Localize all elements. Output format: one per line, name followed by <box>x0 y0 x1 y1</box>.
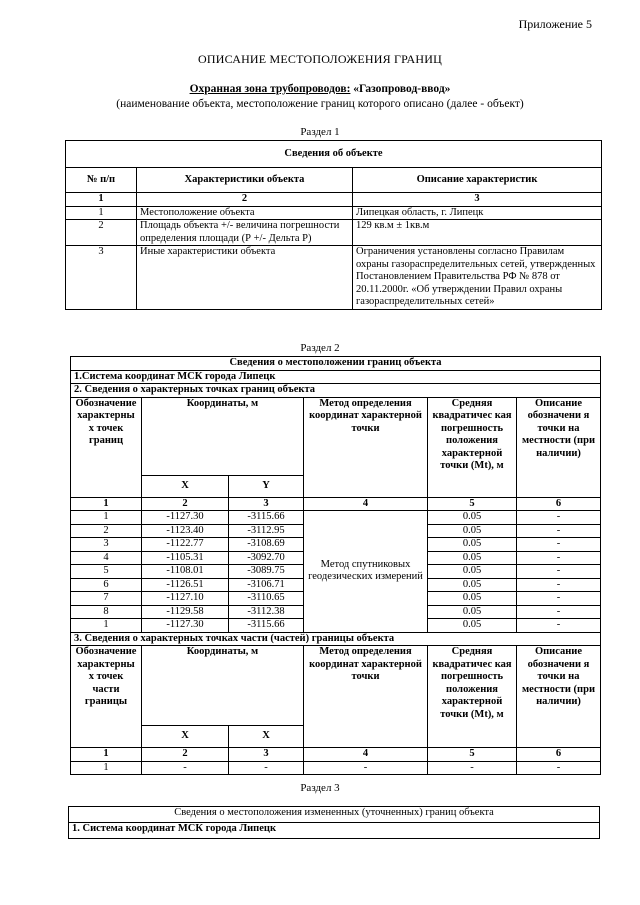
point-number: 4 <box>71 551 142 565</box>
parts-header: 3. Сведения о характерных точках части (частей) границы объекта <box>71 632 601 646</box>
point-x: -1127.30 <box>142 511 229 525</box>
point-y: -3089.75 <box>229 565 304 579</box>
point-number: 3 <box>71 538 142 552</box>
section2-label: Раздел 2 <box>300 342 340 354</box>
point-y: -3112.38 <box>229 605 304 619</box>
col-num-2: 2 <box>142 748 229 762</box>
point-error: 0.05 <box>428 524 517 538</box>
part-description: - <box>517 761 601 775</box>
col-x-second: X <box>229 726 304 748</box>
point-y: -3115.66 <box>229 619 304 633</box>
section3-table <box>68 806 600 839</box>
col-characteristics: Характеристики объекта <box>137 168 353 193</box>
point-x: -1105.31 <box>142 551 229 565</box>
section3-label: Раздел 3 <box>300 782 340 794</box>
document-title: ОПИСАНИЕ МЕСТОПОЛОЖЕНИЯ ГРАНИЦ <box>198 52 442 66</box>
point-description: - <box>517 511 601 525</box>
col-error: Средняя квадратичес кая погрешность положения характерной точки (Mt), м <box>428 646 517 748</box>
col-num-2: 2 <box>137 193 353 207</box>
row-value: Ограничения установлены согласно Правилам охраны газораспределительных сетей, утвержденных Постановлением Правительства РФ № 878 от 20.11.2000г. «Об утверждении Правил охраны газораспределительных сетей» <box>353 246 602 310</box>
point-description: - <box>517 605 601 619</box>
col-method: Метод определения координат характерной точки <box>304 397 428 497</box>
point-number: 7 <box>71 592 142 606</box>
section3-header: Сведения о местоположения измененных (уточненных) границ объекта <box>69 807 600 823</box>
col-y: Y <box>229 475 304 497</box>
col-num-2: 2 <box>142 497 229 511</box>
point-number: 1 <box>71 619 142 633</box>
section2-header: Сведения о местоположении границ объекта <box>71 357 601 371</box>
col-num-3: 3 <box>229 497 304 511</box>
table-row <box>66 206 602 220</box>
col-description: Описание характеристик <box>353 168 602 193</box>
object-name-value: «Газопровод-ввод» <box>350 83 451 95</box>
section2-table <box>70 356 601 775</box>
point-error: 0.05 <box>428 619 517 633</box>
col-num-5: 5 <box>428 497 517 511</box>
row-number: 2 <box>66 220 137 246</box>
point-x: -1123.40 <box>142 524 229 538</box>
point-number: 6 <box>71 578 142 592</box>
point-x: -1127.30 <box>142 619 229 633</box>
row-value: 129 кв.м ± 1кв.м <box>353 220 602 246</box>
point-description: - <box>517 538 601 552</box>
col-num-1: 1 <box>71 748 142 762</box>
col-point-description: Описание обозначени я точки на местности (при наличии) <box>517 397 601 497</box>
section1-table <box>65 140 602 310</box>
point-y: -3092.70 <box>229 551 304 565</box>
point-error: 0.05 <box>428 565 517 579</box>
table-row <box>71 761 601 775</box>
col-point: Обозначение характерны х точек границ <box>71 397 142 497</box>
col-num-3: 3 <box>353 193 602 207</box>
point-error: 0.05 <box>428 592 517 606</box>
col-point: Обозначение характерны х точек части границы <box>71 646 142 748</box>
col-point-description: Описание обозначени я точки на местности (при наличии) <box>517 646 601 748</box>
point-x: -1127.10 <box>142 592 229 606</box>
col-num-4: 4 <box>304 497 428 511</box>
col-num-1: 1 <box>71 497 142 511</box>
table-row <box>66 220 602 246</box>
section1-label: Раздел 1 <box>300 126 340 138</box>
col-x: X <box>142 475 229 497</box>
point-x: -1126.51 <box>142 578 229 592</box>
point-x: -1129.58 <box>142 605 229 619</box>
point-y: -3108.69 <box>229 538 304 552</box>
point-description: - <box>517 619 601 633</box>
object-name <box>0 83 640 95</box>
col-error: Средняя квадратичес кая погрешность положения характерной точки (Mt), м <box>428 397 517 497</box>
row-name: Площадь объекта +/- величина погрешности определения площади (Р +/- Дельта Р) <box>137 220 353 246</box>
row-name: Местоположение объекта <box>137 206 353 220</box>
point-description: - <box>517 565 601 579</box>
row-name: Иные характеристики объекта <box>137 246 353 310</box>
col-x: X <box>142 726 229 748</box>
point-error: 0.05 <box>428 511 517 525</box>
coordinate-system: 1.Система координат МСК города Липецк <box>71 370 601 384</box>
point-y: -3112.95 <box>229 524 304 538</box>
part-error: - <box>428 761 517 775</box>
point-number: 8 <box>71 605 142 619</box>
part-x: - <box>142 761 229 775</box>
point-description: - <box>517 592 601 606</box>
point-y: -3106.71 <box>229 578 304 592</box>
col-coordinates: Координаты, м <box>142 646 304 726</box>
col-num-4: 4 <box>304 748 428 762</box>
col-num-6: 6 <box>517 497 601 511</box>
object-name-note: (наименование объекта, местоположение границ которого описано (далее - объект) <box>116 98 524 110</box>
points-header: 2. Сведения о характерных точках границ объекта <box>71 384 601 398</box>
col-num-6: 6 <box>517 748 601 762</box>
row-value: Липецкая область, г. Липецк <box>353 206 602 220</box>
object-name-prefix: Охранная зона трубопроводов: <box>189 83 351 95</box>
point-number: 2 <box>71 524 142 538</box>
col-number: № п/п <box>66 168 137 193</box>
point-y: -3115.66 <box>229 511 304 525</box>
point-error: 0.05 <box>428 538 517 552</box>
appendix-label: Приложение 5 <box>518 17 592 31</box>
col-num-3: 3 <box>229 748 304 762</box>
point-y: -3110.65 <box>229 592 304 606</box>
point-number: 1 <box>71 511 142 525</box>
section1-header: Сведения об объекте <box>66 141 602 168</box>
table-row <box>71 511 601 525</box>
row-number: 1 <box>66 206 137 220</box>
point-description: - <box>517 524 601 538</box>
point-error: 0.05 <box>428 605 517 619</box>
col-num-5: 5 <box>428 748 517 762</box>
part-y: - <box>229 761 304 775</box>
col-num-1: 1 <box>66 193 137 207</box>
method-value: Метод спутниковых геодезических измерений <box>304 511 428 633</box>
point-x: -1122.77 <box>142 538 229 552</box>
part-number: 1 <box>71 761 142 775</box>
col-method: Метод определения координат характерной точки <box>304 646 428 748</box>
point-description: - <box>517 578 601 592</box>
coordinate-system: 1. Система координат МСК города Липецк <box>69 823 600 839</box>
point-description: - <box>517 551 601 565</box>
col-coordinates: Координаты, м <box>142 397 304 475</box>
point-number: 5 <box>71 565 142 579</box>
part-method: - <box>304 761 428 775</box>
table-row <box>66 246 602 310</box>
point-error: 0.05 <box>428 551 517 565</box>
point-x: -1108.01 <box>142 565 229 579</box>
point-error: 0.05 <box>428 578 517 592</box>
row-number: 3 <box>66 246 137 310</box>
